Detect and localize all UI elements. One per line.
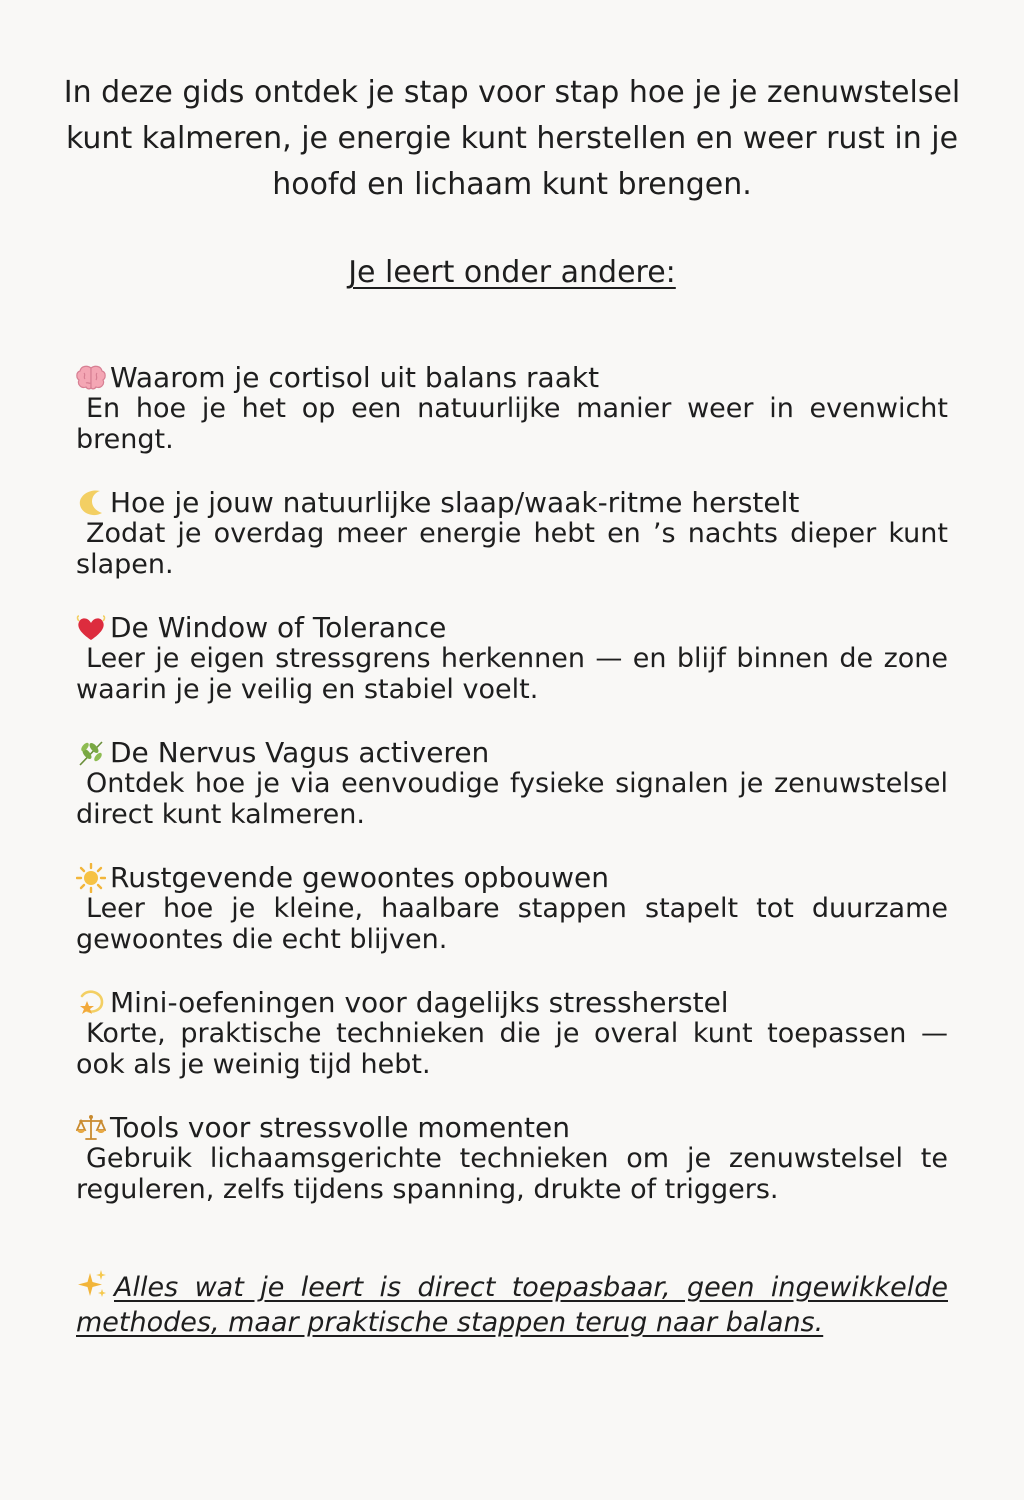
heart-icon	[76, 612, 110, 643]
item-title: De Window of Tolerance	[110, 611, 447, 644]
sun-icon	[76, 862, 110, 893]
item-title: Waarom je cortisol uit balans raakt	[110, 361, 600, 394]
list-item	[76, 737, 948, 862]
list-item	[76, 987, 948, 1112]
crescent-moon-icon	[76, 487, 110, 518]
closing-statement	[76, 1269, 948, 1339]
item-description: Ontdek hoe je via eenvoudige fysieke signalen je zenuwstelsel direct kunt kalmeren.	[76, 768, 948, 830]
learning-list	[76, 362, 948, 1237]
item-description: En hoe je het op een natuurlijke manier weer in evenwicht brengt.	[76, 393, 948, 455]
list-item	[76, 612, 948, 737]
balance-scale-icon	[76, 1112, 110, 1143]
intro-paragraph: In deze gids ontdek je stap voor stap hoe je je zenuwstelsel kunt kalmeren, je energie kunt herstellen en weer rust in je hoofd en lichaam kunt brengen.	[63, 75, 961, 202]
item-title: Hoe je jouw natuurlijke slaap/waak-ritme herstelt	[110, 486, 800, 519]
list-item	[76, 862, 948, 987]
dizzy-star-icon	[76, 987, 110, 1018]
item-description: Zodat je overdag meer energie hebt en ’s nachts dieper kunt slapen.	[76, 518, 948, 580]
item-title: Rustgevende gewoontes opbouwen	[110, 861, 609, 894]
list-item	[76, 362, 948, 487]
list-item	[76, 1112, 948, 1237]
item-title: Tools voor stressvolle momenten	[110, 1111, 570, 1144]
item-title: De Nervus Vagus activeren	[110, 736, 490, 769]
item-description: Gebruik lichaamsgerichte technieken om je zenuwstelsel te reguleren, zelfs tijdens spanning, drukte of triggers.	[76, 1143, 948, 1205]
brain-icon	[76, 362, 110, 393]
closing-text: Alles wat je leert is direct toepasbaar, geen ingewikkelde methodes, maar praktische stappen terug naar balans.	[76, 1272, 948, 1338]
sparkles-icon	[76, 1269, 114, 1307]
herb-icon	[76, 737, 110, 768]
item-description: Leer hoe je kleine, haalbare stappen stapelt tot duurzame gewoontes die echt blijven.	[76, 893, 948, 955]
item-description: Leer je eigen stressgrens herkennen — en blijf binnen de zone waarin je je veilig en stabiel voelt.	[76, 643, 948, 705]
item-description: Korte, praktische technieken die je overal kunt toepassen — ook als je weinig tijd hebt.	[76, 1018, 948, 1080]
list-item	[76, 487, 948, 612]
learning-subheading: Je leert onder andere:	[348, 255, 676, 290]
item-title: Mini-oefeningen voor dagelijks stressherstel	[110, 986, 729, 1019]
